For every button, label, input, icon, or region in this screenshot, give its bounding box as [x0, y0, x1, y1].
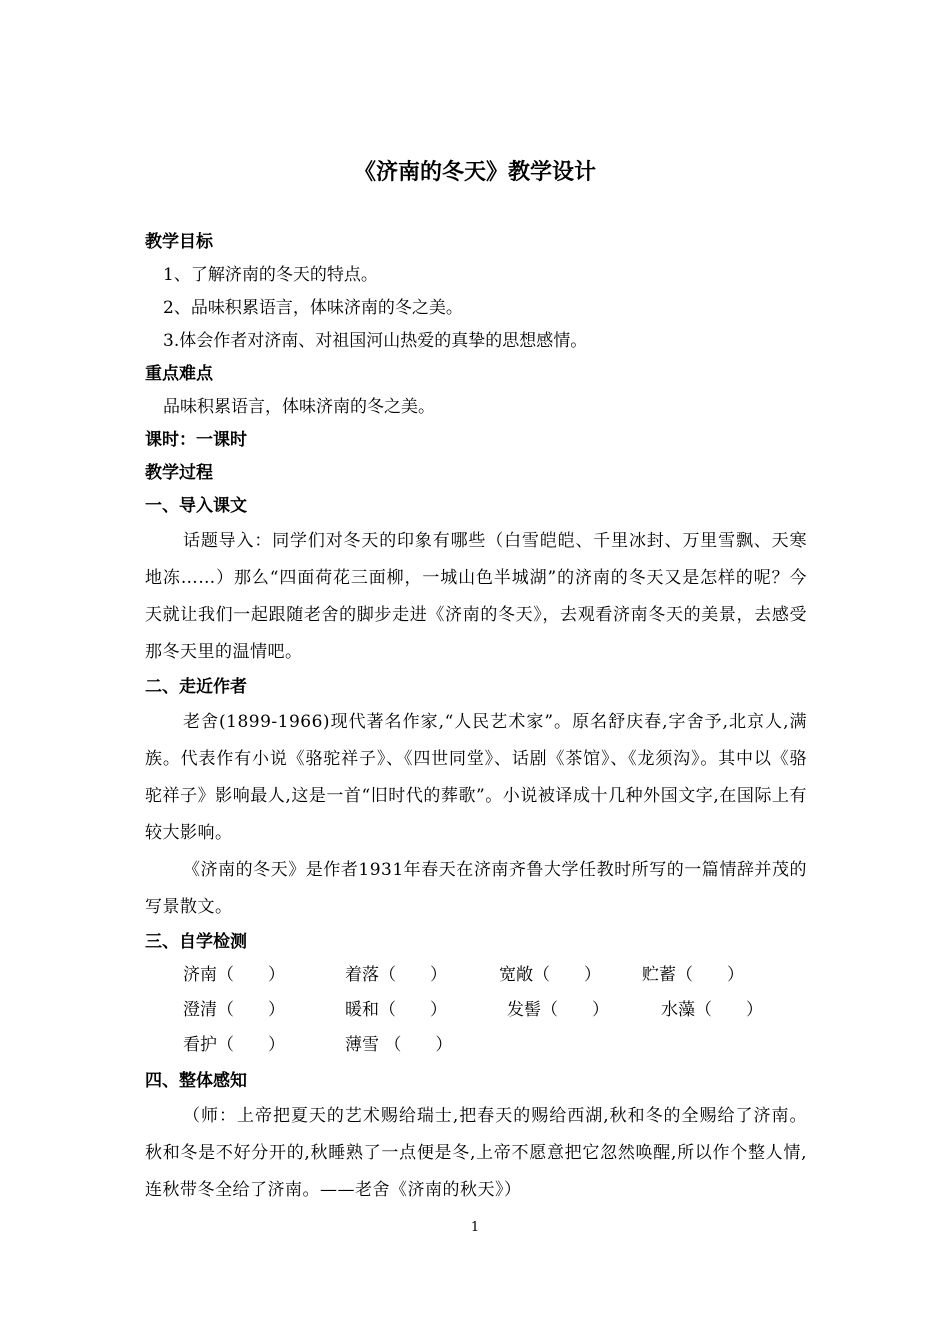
goal-item: 2、品味积累语言，体味济南的冬之美。 — [163, 298, 463, 318]
essay-paragraph: 《济南的冬天》是作者1931年春天在济南齐鲁大学任教时所写的一篇情辞并茂的写景散文。 — [145, 860, 807, 917]
page-number: 1 — [470, 1220, 480, 1235]
document-body — [145, 226, 807, 1209]
key-points-text: 品味积累语言，体味济南的冬之美。 — [163, 397, 435, 417]
section1-heading: 一、导入课文 — [145, 496, 247, 516]
section4-paragraph: （师：上帝把夏天的艺术赐给瑞士,把春天的赐给西湖,秋和冬的全赐给了济南。秋和冬是不好分开的,秋睡熟了一点便是冬,上帝不愿意把它忽然唤醒,所以作个整人情,连秋带冬全给了济南。——老舍《济南的秋天》） — [145, 1106, 807, 1200]
goal-item: 3.体会作者对济南、对祖国河山热爱的真挚的思想感情。 — [163, 331, 588, 351]
lesson-time: 课时：一课时 — [145, 430, 247, 450]
section3-heading: 三、自学检测 — [145, 932, 247, 952]
section4-heading: 四、整体感知 — [145, 1071, 247, 1091]
vocab-grid — [145, 959, 807, 1065]
process-heading: 教学过程 — [145, 463, 213, 483]
goals-heading: 教学目标 — [145, 232, 213, 252]
vocab-item: 贮蓄（ ） — [642, 965, 744, 985]
section2-heading: 二、走近作者 — [145, 677, 247, 697]
vocab-item: 水藻（ ） — [661, 1000, 763, 1020]
goal-item: 1、了解济南的冬天的特点。 — [163, 265, 378, 285]
vocab-item: 看护（ ） — [183, 1035, 285, 1055]
vocab-item: 发髻（ ） — [507, 1000, 609, 1020]
vocab-item: 薄雪 （ ） — [345, 1035, 453, 1055]
vocab-item: 宽敞（ ） — [499, 965, 601, 985]
author-paragraph: 老舍(1899-1966)现代著名作家,“人民艺术家”。原名舒庆春,字舍予,北京人,满族。代表作有小说《骆驼祥子》、《四世同堂》、话剧《茶馆》、《龙须沟》。其中以《骆驼祥子》影响最人,这是一首“旧时代的葬歌”。小说被译成十几种外国文字,在国际上有较大影响。 — [145, 712, 807, 843]
section1-paragraph: 话题导入：同学们对冬天的印象有哪些（白雪皑皑、千里冰封、万里雪飘、天寒地冻……）那么“四面荷花三面柳，一城山色半城湖”的济南的冬天又是怎样的呢？今天就让我们一起跟随老舍的脚步走进《济南的冬天》，去观看济南冬天的美景，去感受那冬天里的温情吧。 — [145, 531, 807, 662]
vocab-item: 澄清（ ） — [183, 1000, 285, 1020]
vocab-item: 着落（ ） — [345, 965, 447, 985]
vocab-item: 暖和（ ） — [345, 1000, 447, 1020]
vocab-item: 济南（ ） — [183, 965, 285, 985]
document-title: 《济南的冬天》教学设计 — [353, 160, 596, 185]
key-points-heading: 重点难点 — [145, 364, 213, 384]
